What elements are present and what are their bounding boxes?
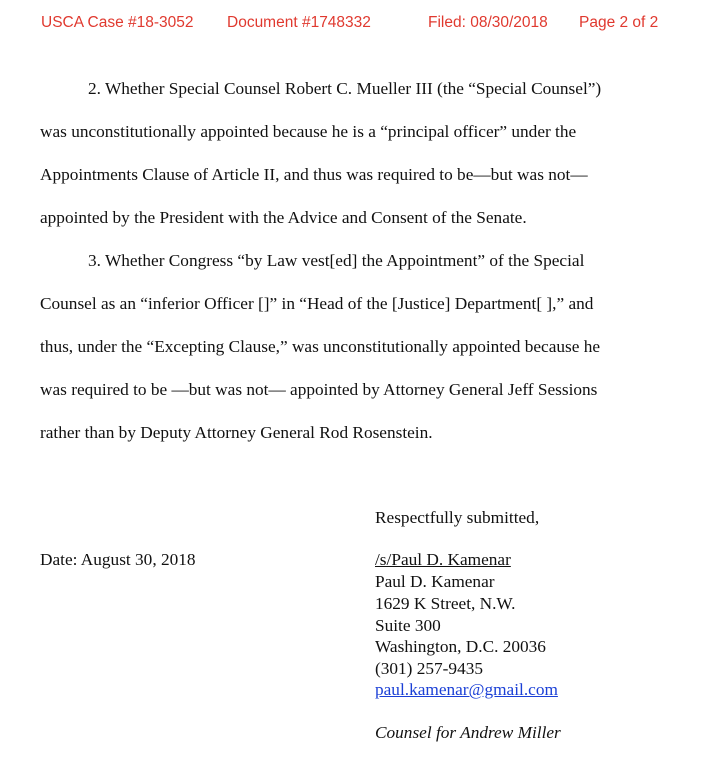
respectfully-submitted: Respectfully submitted, xyxy=(375,508,540,527)
email-link[interactable]: paul.kamenar@gmail.com xyxy=(375,680,558,699)
paragraph-3-line-5: rather than by Deputy Attorney General Rod Rosenstein. xyxy=(40,423,433,442)
paragraph-2-line-1: 2. Whether Special Counsel Robert C. Mueller III (the “Special Counsel”) xyxy=(88,79,602,98)
electronic-signature: /s/Paul D. Kamenar xyxy=(375,550,511,569)
page-indicator: Page 2 of 2 xyxy=(579,14,659,31)
city-state-zip: Washington, D.C. 20036 xyxy=(375,637,546,656)
suite: Suite 300 xyxy=(375,616,441,635)
phone-number: (301) 257-9435 xyxy=(375,659,483,678)
street-address: 1629 K Street, N.W. xyxy=(375,594,516,613)
counsel-for: Counsel for Andrew Miller xyxy=(375,723,561,742)
paragraph-3-line-2: Counsel as an “inferior Officer []” in “Head of the [Justice] Department[ ],” and xyxy=(40,294,594,313)
paragraph-2-line-4: appointed by the President with the Advice and Consent of the Senate. xyxy=(40,208,527,227)
document-number: Document #1748332 xyxy=(227,14,371,31)
filed-date: Filed: 08/30/2018 xyxy=(428,14,548,31)
case-number: USCA Case #18-3052 xyxy=(41,14,194,31)
attorney-name: Paul D. Kamenar xyxy=(375,572,495,591)
paragraph-2-line-3: Appointments Clause of Article II, and thus was required to be—but was not— xyxy=(40,165,588,184)
ecf-header xyxy=(0,14,709,38)
paragraph-3-line-4: was required to be —but was not— appointed by Attorney General Jeff Sessions xyxy=(40,380,598,399)
paragraph-3-line-1: 3. Whether Congress “by Law vest[ed] the Appointment” of the Special xyxy=(88,251,585,270)
filing-date: Date: August 30, 2018 xyxy=(40,550,196,569)
paragraph-3-line-3: thus, under the “Excepting Clause,” was unconstitutionally appointed because he xyxy=(40,337,601,356)
paragraph-2-line-2: was unconstitutionally appointed because he is a “principal officer” under the xyxy=(40,122,577,141)
